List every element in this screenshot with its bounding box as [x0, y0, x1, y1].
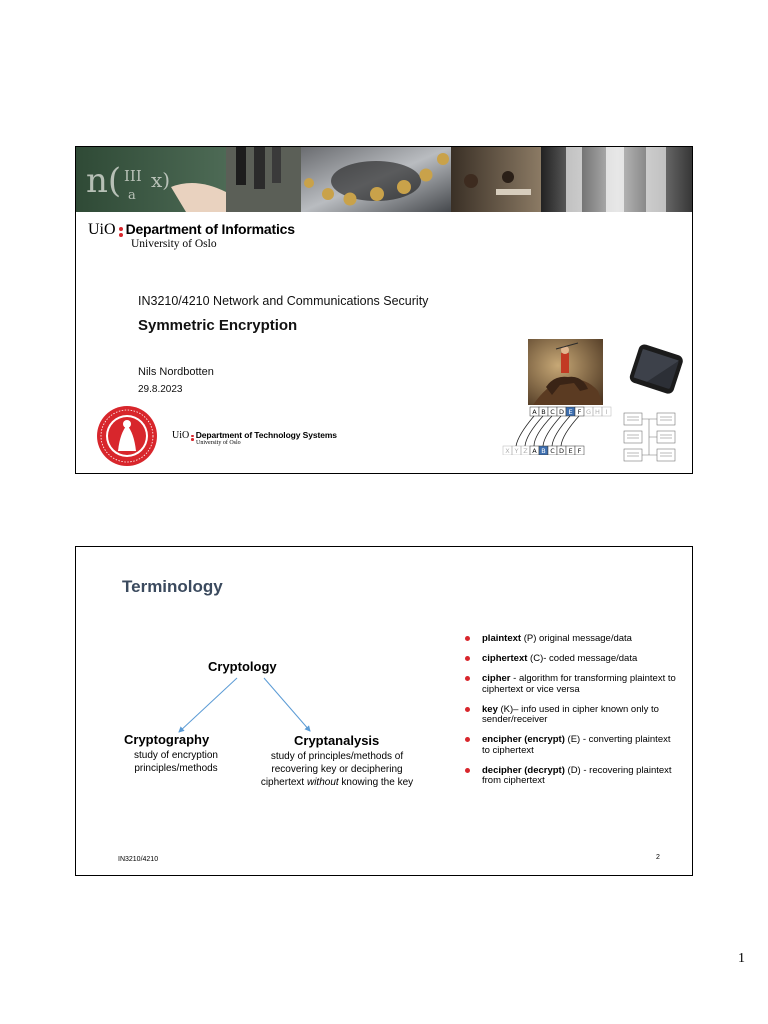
definitions-list	[465, 634, 680, 796]
definition-decipher: decipher (decrypt) (D) - recovering plaintext from ciphertext	[465, 766, 680, 787]
slide-number: 2	[656, 854, 660, 861]
uio-wordmark: UiO	[88, 221, 116, 238]
page-number: 1	[738, 951, 745, 966]
banner-photo-collage	[76, 147, 693, 212]
author-name: Nils Nordbotten	[138, 366, 214, 378]
its-dots-icon	[191, 435, 194, 441]
cipher-letter: C	[550, 447, 555, 455]
cryptanalysis-description: study of principles/methods of recovering key or deciphering ciphertext without knowing the key	[260, 751, 414, 788]
definition-cipher: cipher - algorithm for transforming plaintext to ciphertext or vice versa	[465, 674, 680, 695]
cipher-letter: B	[541, 447, 546, 455]
caesar-cipher-diagram	[498, 405, 618, 455]
cipher-letter: I	[605, 408, 608, 416]
cipher-letter: D	[558, 408, 565, 416]
university-name: University of Oslo	[131, 238, 217, 250]
cryptography-node: Cryptography	[124, 732, 210, 747]
cipher-letter: A	[532, 408, 537, 416]
definition-plaintext: plaintext (P) original message/data	[465, 634, 680, 645]
horseman-painting-image	[528, 339, 603, 405]
its-department-name: Department of Technology Systems	[195, 430, 337, 440]
cryptology-node: Cryptology	[208, 659, 277, 674]
title-slide	[75, 146, 693, 474]
university-seal-icon	[96, 405, 158, 467]
svg-text:a: a	[128, 188, 136, 203]
cipher-letter: H	[595, 408, 600, 416]
definition-ciphertext: ciphertext (C)- coded message/data	[465, 654, 680, 665]
slide-footer: IN3210/4210	[118, 856, 159, 863]
smartphone-image	[621, 343, 691, 398]
cipher-letter: E	[568, 408, 573, 416]
svg-text:x): x)	[151, 168, 171, 192]
department-name: Department of Informatics	[125, 221, 295, 237]
cipher-letter: Y	[514, 447, 519, 455]
cipher-letter: A	[532, 447, 537, 455]
svg-text:n(: n(	[86, 161, 122, 201]
slide-title: Symmetric Encryption	[138, 317, 298, 334]
definition-encipher: encipher (encrypt) (E) - converting plaintext to ciphertext	[465, 735, 680, 756]
cipher-letter: B	[541, 408, 546, 416]
its-university-name: University of Oslo	[196, 440, 241, 446]
terminology-slide	[75, 546, 693, 876]
arrow-to-cryptography	[179, 678, 237, 732]
cipher-letter: C	[550, 408, 555, 416]
cipher-letter: Z	[523, 447, 528, 455]
network-diagram-image	[621, 409, 681, 471]
svg-text:III: III	[124, 167, 142, 185]
course-title: IN3210/4210 Network and Communications Security	[138, 294, 429, 308]
its-uio-wordmark: UiO	[172, 430, 190, 441]
cryptanalysis-node: Cryptanalysis	[294, 733, 380, 748]
cipher-letter: E	[568, 447, 573, 455]
cipher-letter: G	[585, 408, 592, 416]
cipher-letter: D	[558, 447, 565, 455]
cipher-letter: X	[505, 447, 510, 455]
cryptography-description: study of encryption principles/methods	[134, 750, 218, 774]
uio-dots-icon	[119, 227, 123, 237]
terminology-title: Terminology	[122, 577, 223, 596]
definition-key: key (K)– info used in cipher known only to sender/receiver	[465, 705, 680, 726]
presentation-date: 29.8.2023	[138, 384, 183, 395]
arrow-to-cryptanalysis	[264, 678, 310, 731]
cipher-letter: F	[577, 408, 582, 416]
cipher-letter: F	[577, 447, 582, 455]
